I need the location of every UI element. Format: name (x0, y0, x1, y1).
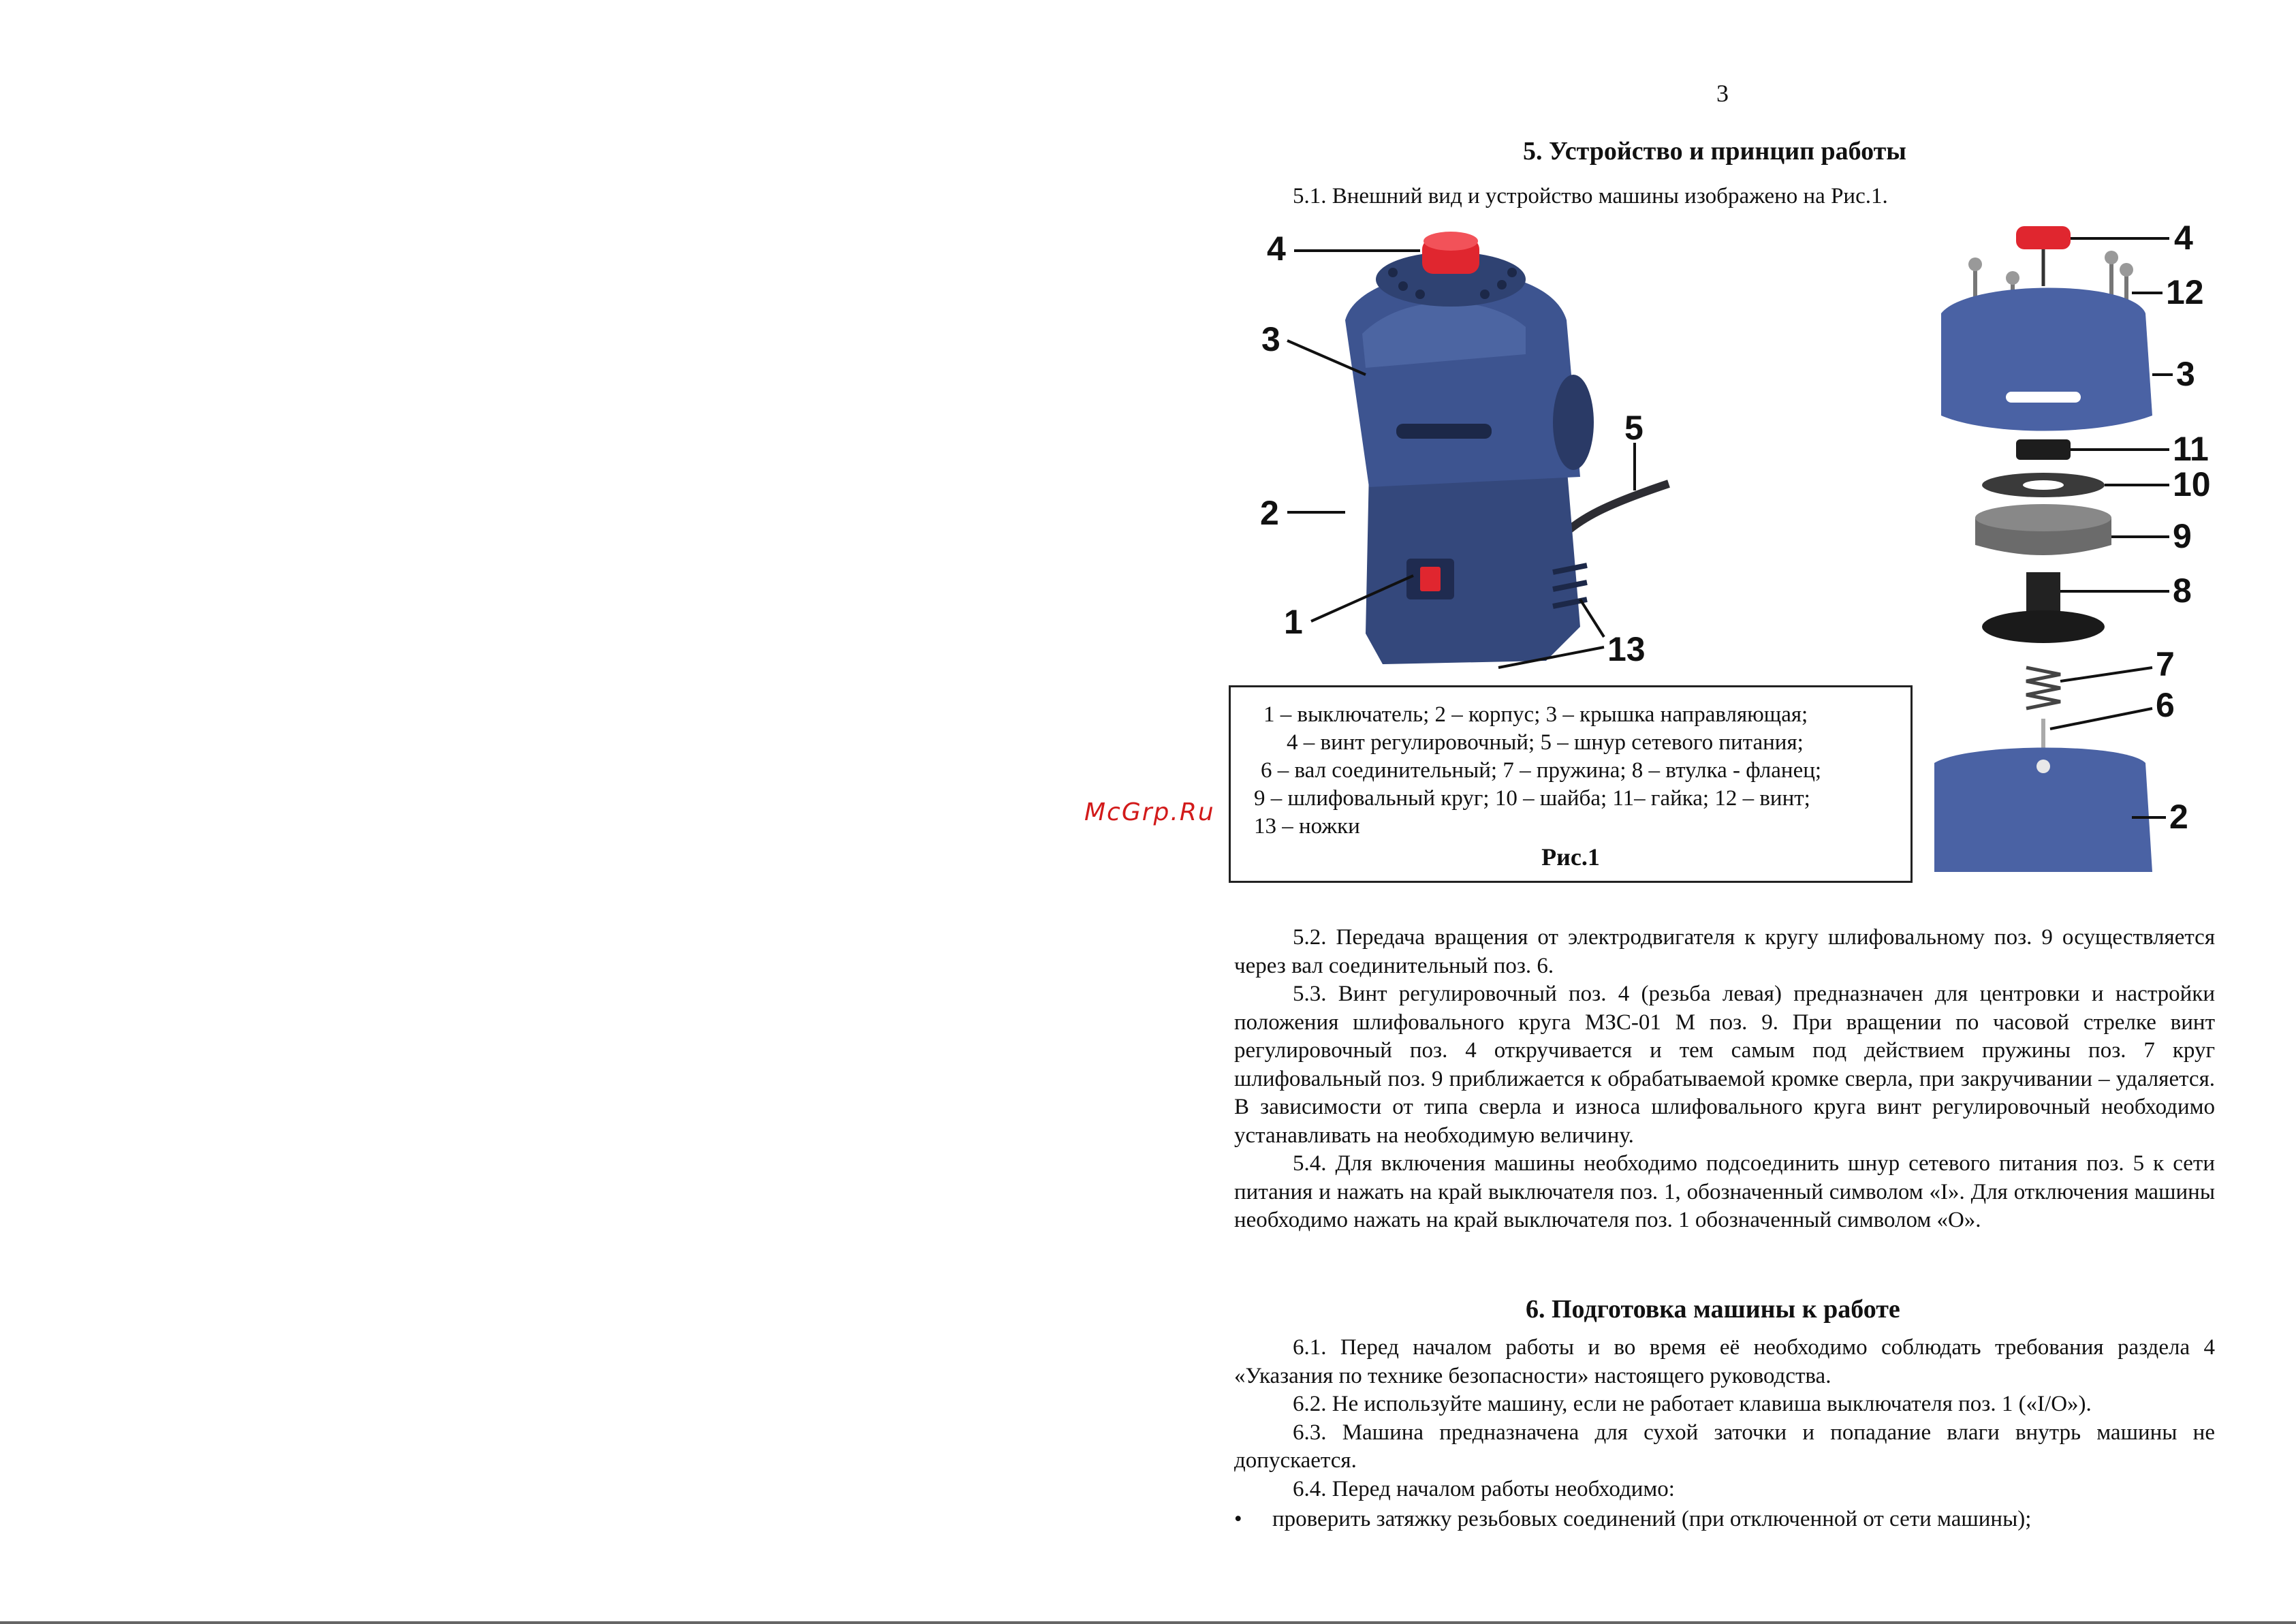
legend-line: 1 – выключатель; 2 – корпус; 3 – крышка направляющая; (1263, 702, 1808, 727)
figure-exploded-view (1928, 218, 2214, 872)
exploded-callout-4: 4 (2174, 219, 2193, 257)
exploded-callout-6: 6 (2156, 686, 2175, 724)
bullet-text: проверить затяжку резьбовых соединений (при отключенной от сети машины); (1272, 1507, 2032, 1531)
section-6-body (1234, 1334, 2215, 1503)
figure-legend (1229, 685, 1913, 883)
callout-13: 13 (1607, 630, 1646, 668)
paragraph-6-4: 6.4. Перед началом работы необходимо: (1293, 1476, 1675, 1501)
page-bottom-border (0, 1621, 2296, 1624)
exploded-callout-7: 7 (2156, 645, 2175, 683)
paragraph-5-3: 5.3. Винт регулировочный поз. 4 (резьба левая) предназначен для центровки и настройки положения шлифовального круга МЗС-01 М поз. 9. При вращении по часовой стрелке винт регулировочный поз. 4 откручивается и тем самым под действием пружины поз. 7 круг шлифовальный поз. 9 приближается к обрабатываемой кромке сверла, при закручивании – удаляется. В зависимости от типа сверла и износа шлифовального круга винт регулировочный необходимо устанавливать на необходимую величину. (1234, 982, 2215, 1148)
callout-1: 1 (1284, 603, 1303, 641)
paragraph-6-3: 6.3. Машина предназначена для сухой заточки и попадание влаги внутрь машины не допускается. (1234, 1420, 2215, 1473)
section-5-body (1234, 924, 2215, 1235)
power-switch-shape (1420, 567, 1441, 591)
exploded-callout-12: 12 (2166, 273, 2204, 311)
exploded-callout-3: 3 (2176, 355, 2195, 393)
figure-caption: Рис.1 (1541, 843, 1600, 871)
section-5-title: 5. Устройство и принцип работы (1523, 137, 1906, 166)
exploded-callout-10: 10 (2173, 465, 2211, 503)
figure-assembled-machine (1226, 218, 1676, 681)
exploded-callout-8: 8 (2173, 572, 2192, 610)
callout-5: 5 (1624, 409, 1644, 447)
section-6-title: 6. Подготовка машины к работе (1526, 1295, 1900, 1324)
assembled-machine-illustration (1226, 218, 1676, 681)
callout-3: 3 (1261, 320, 1280, 358)
legend-line: 6 – вал соединительный; 7 – пружина; 8 – втулка - фланец; (1261, 758, 1822, 783)
paragraph-5-4: 5.4. Для включения машины необходимо подсоединить шнур сетевого питания поз. 5 к сети питания и нажать на край выключателя поз. 1, обозначенный символом «I». Для отключения машины необходимо нажать на край выключателя поз. 1 обозначенный символом «O». (1234, 1151, 2215, 1232)
exploded-callout-9: 9 (2173, 517, 2192, 555)
legend-line: 9 – шлифовальный круг; 10 – шайба; 11– гайка; 12 – винт; (1254, 786, 1810, 811)
legend-line: 4 – винт регулировочный; 5 – шнур сетевого питания; (1287, 730, 1804, 755)
paragraph-5-2: 5.2. Передача вращения от электродвигателя к кругу шлифовальному поз. 9 осуществляется через вал соединительный поз. 6. (1234, 925, 2215, 978)
exploded-callout-2: 2 (2169, 798, 2188, 836)
page-number: 3 (1716, 80, 1729, 107)
paragraph-6-1: 6.1. Перед началом работы и во время её необходимо соблюдать требования раздела 4 «Указания по технике безопасности» настоящего руководства. (1234, 1335, 2215, 1388)
section-5-intro: 5.1. Внешний вид и устройство машины изображено на Рис.1. (1293, 184, 1888, 208)
exploded-view-illustration (1928, 218, 2214, 872)
watermark: McGrp.Ru (1084, 798, 1215, 826)
paragraph-6-2: 6.2. Не используйте машину, если не работает клавиша выключателя поз. 1 («I/O»). (1293, 1392, 2092, 1416)
bullet-item (1234, 1507, 2031, 1532)
callout-2: 2 (1260, 494, 1279, 532)
exploded-callout-11: 11 (2173, 430, 2209, 468)
callout-4: 4 (1267, 230, 1286, 268)
bullet-dot-icon: • (1234, 1507, 1242, 1531)
legend-line: 13 – ножки (1254, 814, 1360, 839)
